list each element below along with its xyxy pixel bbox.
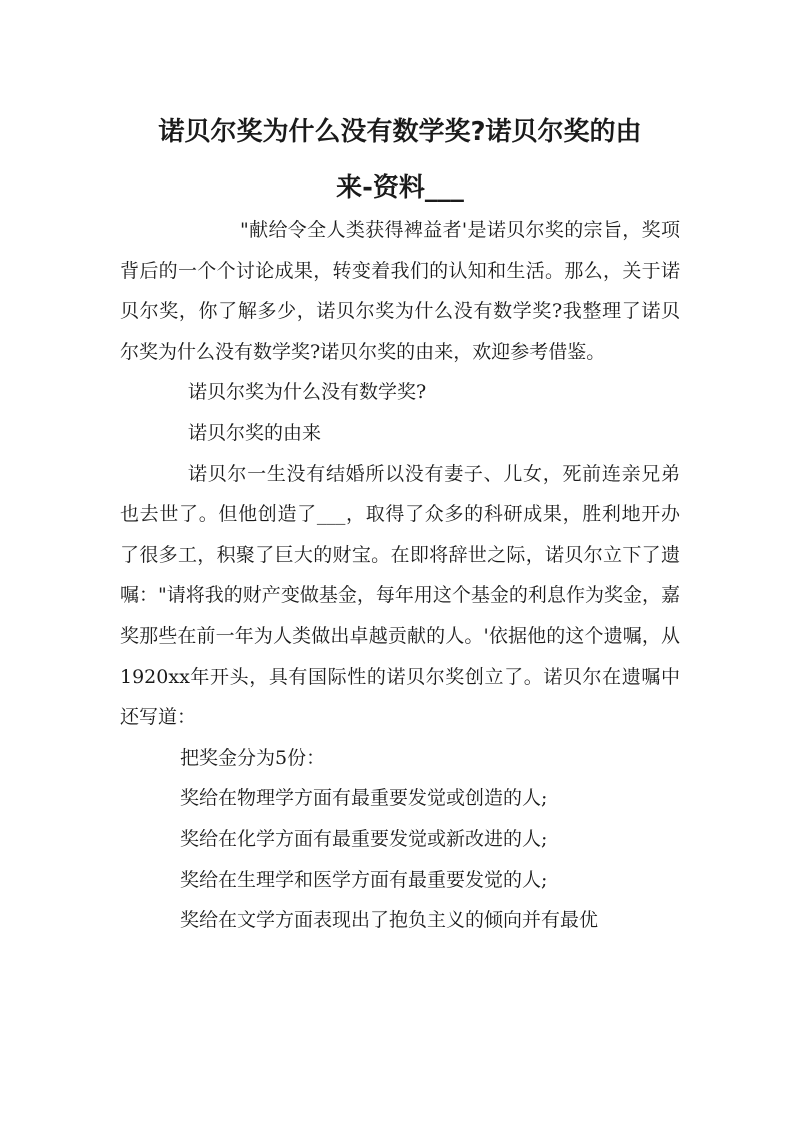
section-heading-origin: 诺贝尔奖的由来 xyxy=(188,421,322,444)
prize-medicine-paragraph: 奖给在生理学和医学方面有最重要发觉的人; xyxy=(180,868,548,891)
prize-split-paragraph: 把奖金分为5份： xyxy=(180,746,326,769)
origin-paragraph: 诺贝尔一生没有结婚所以没有妻子、儿女，死前连亲兄弟也去世了。但他创造了___，取得了众多的科研成果，胜利地开办了很多工，积聚了巨大的财宝。在即将辞世之际，诺贝尔立下了遗嘱："请将我的财产变做基金，每年用这个基金的利息作为奖金，嘉奖那些在前一年为人类做出卓越贡献的人。'依据他的这个遗嘱，从1920xx年开头，具有国际性的诺贝尔奖创立了。诺贝尔在遗嘱中还写道： xyxy=(120,462,680,729)
section-heading-no-math-prize: 诺贝尔奖为什么没有数学奖? xyxy=(188,381,427,404)
document-body xyxy=(120,210,680,941)
intro-paragraph: "献给令全人类获得裨益者'是诺贝尔奖的宗旨，奖项背后的一个个讨论成果，转变着我们的认知和生活。那么，关于诺贝尔奖，你了解多少，诺贝尔奖为什么没有数学奖?我整理了诺贝尔奖为什么没有数学奖?诺贝尔奖的由来，欢迎参考借鉴。 xyxy=(120,219,680,363)
prize-physics-paragraph: 奖给在物理学方面有最重要发觉或创造的人; xyxy=(180,787,548,810)
title-line-2: 来-资料___ xyxy=(336,173,464,203)
title-line-1: 诺贝尔奖为什么没有数学奖?诺贝尔奖的由 xyxy=(158,117,642,147)
document-title xyxy=(100,104,700,216)
prize-literature-paragraph: 奖给在文学方面表现出了抱负主义的倾向并有最优 xyxy=(180,909,599,932)
prize-chemistry-paragraph: 奖给在化学方面有最重要发觉或新改进的人; xyxy=(180,827,548,850)
